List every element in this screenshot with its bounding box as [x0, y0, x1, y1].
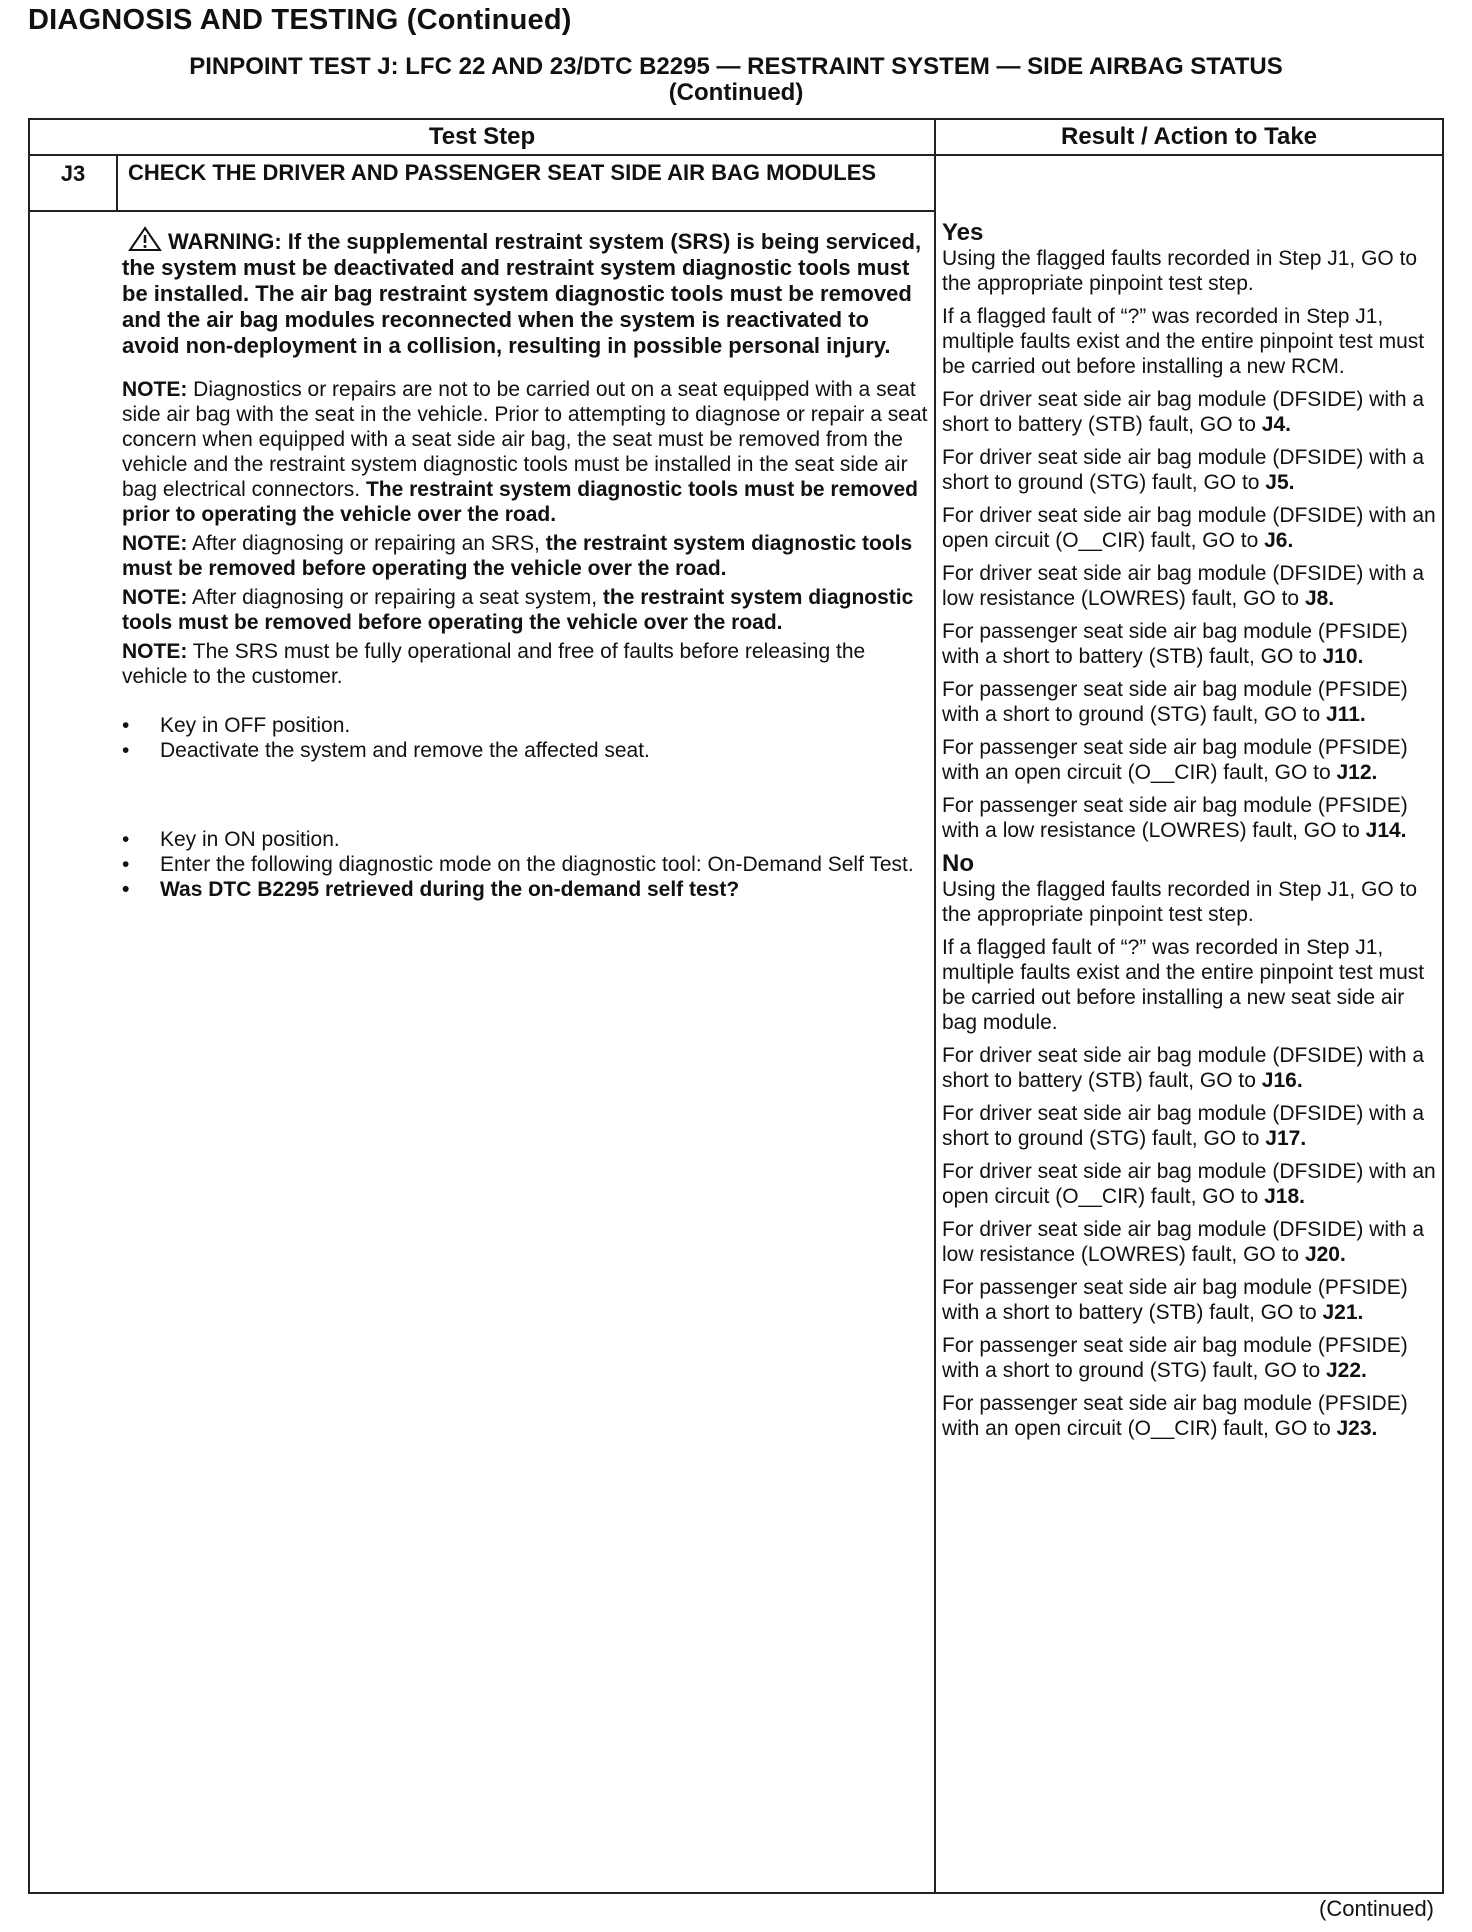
result-actions [942, 220, 1438, 1449]
result-item-text: If a flagged fault of “?” was recorded in Step J1, multiple faults exist and the entire pinpoint test must be carried out before installing a new seat side air bag module. [942, 936, 1425, 1034]
result-item-goto-step: J17. [1265, 1127, 1307, 1150]
result-item-goto-step: J12. [1336, 761, 1378, 784]
bullet-list-on [122, 827, 928, 902]
result-item-goto-step: J8. [1304, 587, 1335, 610]
note-1 [122, 377, 928, 527]
bullet-list-off [122, 713, 928, 763]
col-header-test-step: Test Step [428, 123, 536, 150]
result-item-text: For driver seat side air bag module (DFSIDE) with a low resistance (LOWRES) fault, GO to [942, 562, 1425, 610]
result-item-text: For driver seat side air bag module (DFSIDE) with a short to ground (STG) fault, GO to [942, 446, 1425, 494]
result-item [942, 1159, 1438, 1209]
result-item-text: Using the flagged faults recorded in Step J1, GO to the appropriate pinpoint test step. [942, 878, 1418, 926]
pinpoint-test-table [28, 118, 1444, 1894]
result-item-goto-step: J22. [1326, 1359, 1367, 1382]
result-item-text: For driver seat side air bag module (DFSIDE) with a short to battery (STB) fault, GO to [942, 1044, 1425, 1092]
result-item [942, 503, 1438, 553]
result-item [942, 445, 1438, 495]
result-item-text: For driver seat side air bag module (DFSIDE) with a low resistance (LOWRES) fault, GO to [942, 1218, 1425, 1266]
result-item-goto-step: J20. [1304, 1243, 1346, 1266]
warning-text: WARNING: If the supplemental restraint system (SRS) is being serviced, the system must be deactivated and restraint system diagnostic tools must be installed. The air bag restraint system diagnostic tools must be removed and the air bag modules reconnected when the system is reactivated to avoid non-deployment in a collision, resulting in possible personal injury. [122, 229, 922, 358]
result-item [942, 1101, 1438, 1151]
column-divider [934, 120, 936, 1892]
result-item-text: If a flagged fault of “?” was recorded in Step J1, multiple faults exist and the entire pinpoint test must be carried out before installing a new RCM. [942, 305, 1425, 378]
result-item-goto-step: J14. [1365, 819, 1407, 842]
step-id-divider [116, 154, 118, 210]
note-bold-text: the restraint system diagnostic tools must be removed before operating the vehicle over the road. [122, 532, 913, 580]
result-item-text: For driver seat side air bag module (DFSIDE) with a short to ground (STG) fault, GO to [942, 1102, 1425, 1150]
note-bold-text: The restraint system diagnostic tools must be removed prior to operating the vehicle over the road. [122, 478, 918, 526]
result-item-goto-step: J6. [1264, 529, 1294, 552]
result-yes-label: Yes [942, 219, 984, 246]
result-item [942, 877, 1438, 927]
result-item [942, 561, 1438, 611]
result-no-label: No [942, 850, 974, 877]
result-item [942, 735, 1438, 785]
header-divider [30, 154, 1442, 156]
result-item-goto-step: J5. [1265, 471, 1295, 494]
result-item-goto-step: J21. [1322, 1301, 1364, 1324]
result-yes-list [942, 246, 1438, 843]
result-item [942, 387, 1438, 437]
result-item-text: For driver seat side air bag module (DFSIDE) with a short to battery (STB) fault, GO to [942, 388, 1425, 436]
list-item: • Key in ON position. [122, 827, 928, 852]
note-text: Diagnostics or repairs are not to be carried out on a seat equipped with a seat side air bag with the seat in the vehicle. Prior to attempting to diagnose or repair a seat concern when equipped with a seat side air bag, the seat must be removed from the vehicle and the restraint system diagnostic tools must be installed in the seat side air bag electrical connectors. [122, 378, 928, 501]
result-no-list [942, 877, 1438, 1441]
result-item [942, 304, 1438, 379]
result-item [942, 1333, 1438, 1383]
note-text: After diagnosing or repairing an SRS, [187, 532, 546, 555]
note-4 [122, 639, 928, 689]
result-item-text: For driver seat side air bag module (DFSIDE) with an open circuit (O__CIR) fault, GO to [942, 1160, 1436, 1208]
list-item: • Enter the following diagnostic mode on the diagnostic tool: On-Demand Self Test. [122, 852, 928, 877]
pinpoint-test-title [28, 54, 1444, 106]
result-item-text: For passenger seat side air bag module (PFSIDE) with a short to battery (STB) fault, GO to [942, 1276, 1408, 1324]
list-item-question: • Was DTC B2295 retrieved during the on-demand self test? [122, 877, 928, 902]
col-header-result: Result / Action to Take [1060, 123, 1318, 150]
result-item [942, 935, 1438, 1035]
result-item [942, 1217, 1438, 1267]
result-item-text: For passenger seat side air bag module (PFSIDE) with a short to battery (STB) fault, GO to [942, 620, 1408, 668]
note-label: NOTE: [122, 640, 188, 663]
note-label: NOTE: [122, 378, 188, 401]
step-heading: CHECK THE DRIVER AND PASSENGER SEAT SIDE AIR BAG MODULES [128, 160, 877, 185]
page-footer-continued: (Continued) [1319, 1896, 1434, 1921]
list-item: • Deactivate the system and remove the affected seat. [122, 738, 928, 763]
result-item-text: For passenger seat side air bag module (PFSIDE) with a low resistance (LOWRES) fault, GO to [942, 794, 1408, 842]
result-item-text: For passenger seat side air bag module (PFSIDE) with a short to ground (STG) fault, GO to [942, 1334, 1408, 1382]
result-item-goto-step: J23. [1336, 1417, 1378, 1440]
warning-block [122, 226, 928, 359]
pinpoint-test-title-line: PINPOINT TEST J: LFC 22 AND 23/DTC B2295 — RESTRAINT SYSTEM — SIDE AIRBAG STATUS [189, 53, 1283, 80]
result-item [942, 1043, 1438, 1093]
note-bold-text: the restraint system diagnostic tools must be removed before operating the vehicle over the road. [122, 586, 914, 634]
note-text: After diagnosing or repairing a seat system, [187, 586, 603, 609]
result-item [942, 793, 1438, 843]
result-item-text: For passenger seat side air bag module (PFSIDE) with an open circuit (O__CIR) fault, GO to [942, 736, 1408, 784]
note-3 [122, 585, 928, 635]
result-item-text: For passenger seat side air bag module (PFSIDE) with an open circuit (O__CIR) fault, GO to [942, 1392, 1408, 1440]
note-2 [122, 531, 928, 581]
result-item-goto-step: J11. [1326, 703, 1366, 726]
step-id: J3 [60, 161, 86, 186]
note-label: NOTE: [122, 532, 188, 555]
result-item [942, 1275, 1438, 1325]
note-text: The SRS must be fully operational and free of faults before releasing the vehicle to the customer. [122, 640, 866, 688]
result-item-text: For passenger seat side air bag module (PFSIDE) with a short to ground (STG) fault, GO to [942, 678, 1408, 726]
result-item [942, 619, 1438, 669]
pinpoint-test-continued: (Continued) [668, 79, 804, 106]
warning-triangle-icon [128, 226, 162, 252]
result-item-goto-step: J4. [1261, 413, 1291, 436]
list-item: • Key in OFF position. [122, 713, 928, 738]
step-body [122, 226, 928, 902]
result-item-text: Using the flagged faults recorded in Step J1, GO to the appropriate pinpoint test step. [942, 247, 1418, 295]
result-item [942, 1391, 1438, 1441]
page-title: DIAGNOSIS AND TESTING (Continued) [28, 4, 572, 36]
result-item [942, 677, 1438, 727]
result-item-goto-step: J10. [1322, 645, 1364, 668]
result-item-goto-step: J16. [1261, 1069, 1303, 1092]
note-label: NOTE: [122, 586, 188, 609]
result-item [942, 246, 1438, 296]
result-item-goto-step: J18. [1264, 1185, 1305, 1208]
step-heading-divider [30, 210, 934, 212]
result-item-text: For driver seat side air bag module (DFSIDE) with an open circuit (O__CIR) fault, GO to [942, 504, 1436, 552]
